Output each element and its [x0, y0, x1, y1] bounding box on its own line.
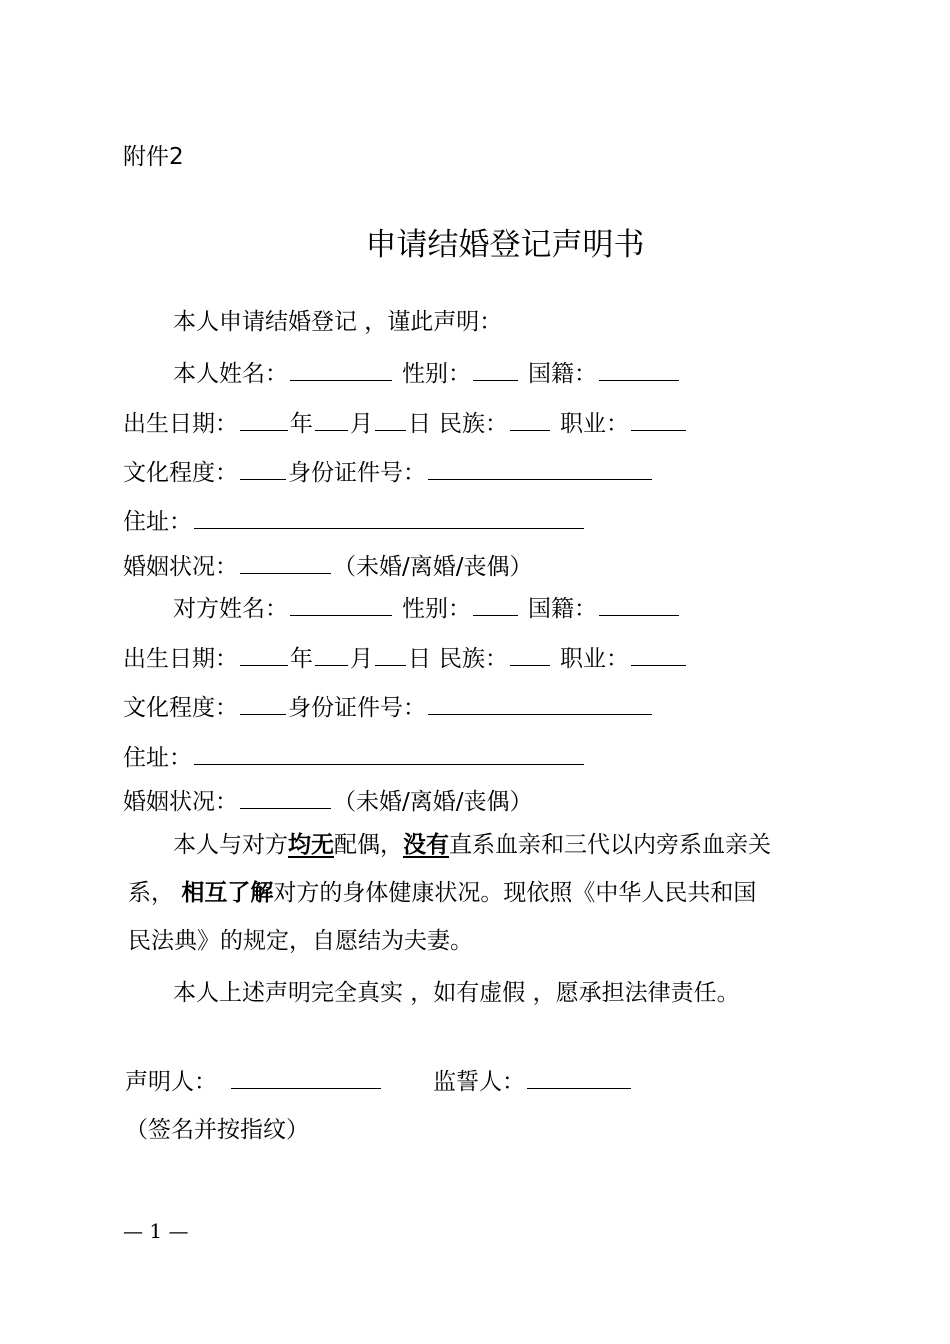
partner-marital-field[interactable]: [240, 786, 331, 809]
self-ethnicity-field[interactable]: [510, 408, 550, 431]
label: （未婚/离婚/丧偶）: [333, 554, 533, 580]
self-birth-day-field[interactable]: [375, 408, 406, 431]
label: 出生日期：: [123, 646, 238, 672]
label: 声明人：: [125, 1069, 217, 1095]
label: 本人姓名：: [173, 361, 288, 387]
label: 文化程度：: [123, 695, 238, 721]
partner-id-field[interactable]: [428, 692, 652, 715]
page-number: — 1 —: [123, 1219, 189, 1243]
self-occupation-field[interactable]: [631, 408, 686, 431]
label: 身份证件号：: [288, 695, 426, 721]
self-birth-year-field[interactable]: [240, 408, 288, 431]
label: 出生日期：: [123, 411, 238, 437]
self-name-row: [173, 358, 681, 388]
partner-birth-row: [123, 643, 688, 673]
self-marital-field[interactable]: [240, 551, 331, 574]
self-birth-row: [123, 408, 688, 438]
declarant-signature-field[interactable]: [231, 1066, 381, 1089]
emphasis-text: 均无: [288, 832, 334, 858]
self-nationality-field[interactable]: [599, 358, 679, 381]
label: 国籍：: [528, 361, 597, 387]
self-education-field[interactable]: [240, 457, 286, 480]
label: 民族：: [439, 411, 508, 437]
signature-row: [125, 1066, 633, 1096]
self-name-field[interactable]: [290, 358, 392, 381]
partner-ethnicity-field[interactable]: [510, 643, 550, 666]
label: 监誓人：: [433, 1069, 525, 1095]
intro-line: 本人申请结婚登记 ，谨此声明：: [173, 309, 503, 335]
self-address-field[interactable]: [194, 506, 584, 529]
self-id-field[interactable]: [428, 457, 652, 480]
self-gender-field[interactable]: [473, 358, 518, 381]
partner-education-field[interactable]: [240, 692, 286, 715]
text: 本人与对方: [173, 832, 288, 858]
label: 日: [408, 646, 431, 672]
emphasis-text: 相互了解: [181, 880, 274, 906]
label: 年: [290, 646, 313, 672]
self-education-row: [123, 457, 654, 487]
signature-note: （签名并按指纹）: [125, 1117, 309, 1143]
text: 配偶，: [334, 832, 403, 858]
label: 住址：: [123, 509, 192, 535]
declaration-line-3: 民法典》的规定，自愿结为夫妻。: [128, 928, 473, 954]
label: 国籍：: [528, 596, 597, 622]
label: 日: [408, 411, 431, 437]
label: 民族：: [439, 646, 508, 672]
self-address-row: [123, 506, 586, 536]
partner-education-row: [123, 692, 654, 722]
label: 文化程度：: [123, 460, 238, 486]
partner-occupation-field[interactable]: [631, 643, 686, 666]
self-marital-row: [123, 551, 533, 581]
partner-name-row: [173, 593, 681, 623]
label: 职业：: [560, 411, 629, 437]
self-birth-month-field[interactable]: [315, 408, 348, 431]
text: 对方的身体健康状况。现依照《中华人民共和国: [273, 880, 757, 906]
partner-birth-month-field[interactable]: [315, 643, 348, 666]
label: 月: [350, 411, 373, 437]
text: 系，: [128, 880, 182, 906]
label: 年: [290, 411, 313, 437]
partner-birth-year-field[interactable]: [240, 643, 288, 666]
label: （未婚/离婚/丧偶）: [333, 789, 533, 815]
partner-nationality-field[interactable]: [599, 593, 679, 616]
emphasis-text: 没有: [403, 832, 449, 858]
label: 性别：: [402, 361, 471, 387]
partner-marital-row: [123, 786, 533, 816]
label: 月: [350, 646, 373, 672]
label: 婚姻状况：: [123, 789, 238, 815]
document-title: 申请结婚登记声明书: [365, 227, 645, 263]
partner-address-field[interactable]: [194, 742, 584, 765]
label: 婚姻状况：: [123, 554, 238, 580]
text: 直系血亲和三代以内旁系血亲关: [449, 832, 771, 858]
partner-gender-field[interactable]: [473, 593, 518, 616]
label: 职业：: [560, 646, 629, 672]
label: 性别：: [402, 596, 471, 622]
partner-name-field[interactable]: [290, 593, 392, 616]
declaration-line-1: [173, 831, 771, 859]
partner-birth-day-field[interactable]: [375, 643, 406, 666]
attachment-label: 附件2: [123, 144, 184, 170]
partner-address-row: [123, 742, 586, 772]
supervisor-signature-field[interactable]: [527, 1066, 631, 1089]
declaration-truth-line: 本人上述声明完全真实 ，如有虚假 ，愿承担法律责任。: [173, 980, 740, 1006]
label: 身份证件号：: [288, 460, 426, 486]
declaration-line-2: [128, 879, 756, 907]
label: 住址：: [123, 745, 192, 771]
label: 对方姓名：: [173, 596, 288, 622]
